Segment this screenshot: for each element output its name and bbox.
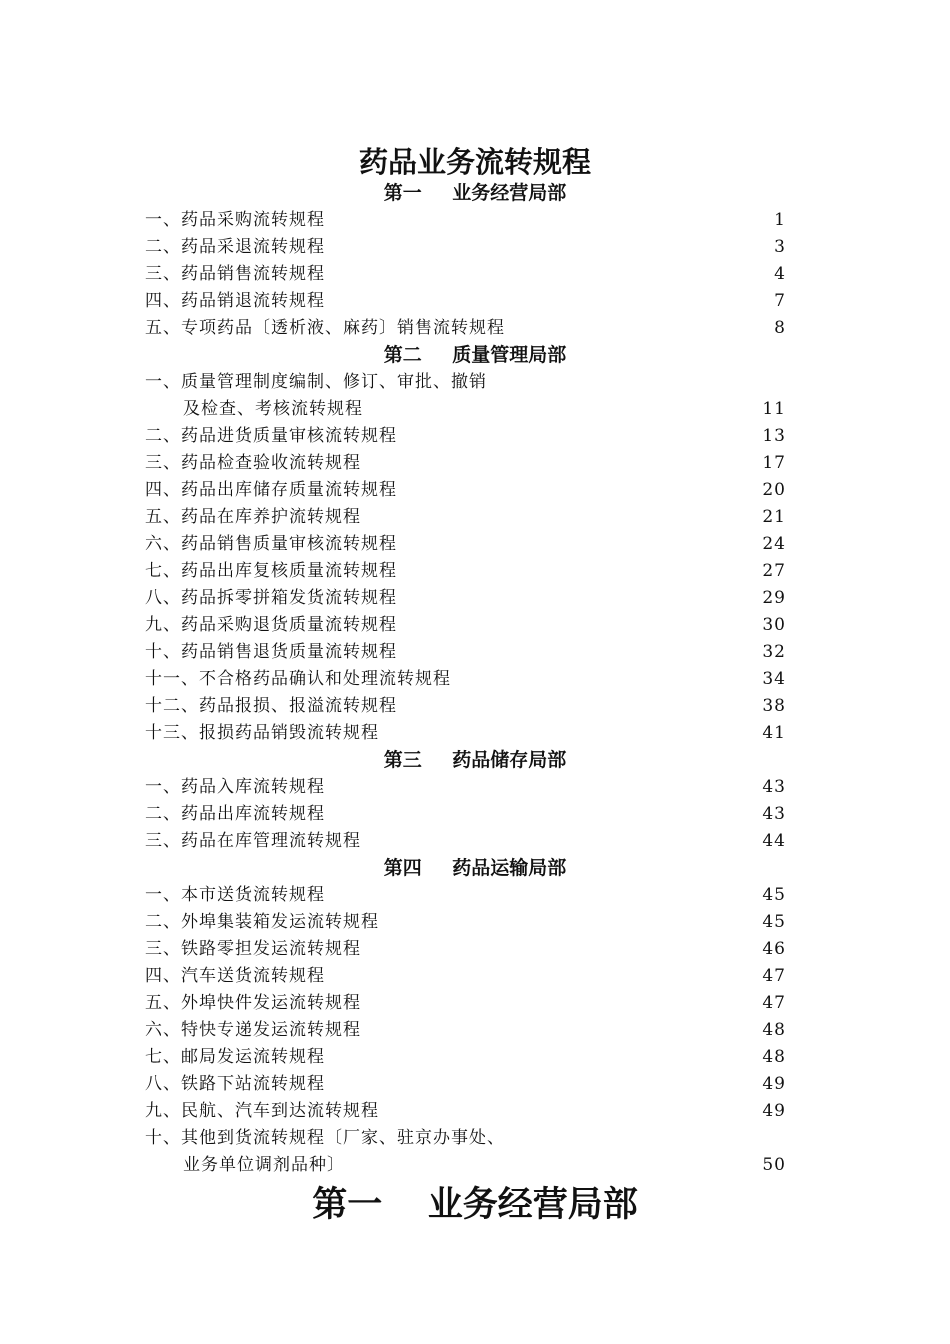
- toc-entry: [0, 1125, 950, 1152]
- toc-page-number: 48: [762, 1020, 786, 1040]
- toc-page-number: 45: [762, 885, 786, 905]
- section-name: 质量管理局部: [452, 344, 567, 366]
- section-heading: [0, 180, 950, 207]
- toc-entry-label: 三、药品销售流转规程: [145, 264, 325, 284]
- toc-page-number: 32: [762, 642, 786, 662]
- toc-entry: [0, 558, 950, 585]
- toc-page-number: 49: [762, 1101, 786, 1121]
- toc-entry-label: 九、药品采购退货质量流转规程: [145, 615, 397, 635]
- toc-entry-label: 七、药品出库复核质量流转规程: [145, 561, 397, 581]
- toc-entry-label: 四、汽车送货流转规程: [145, 966, 325, 986]
- section-part: 第三: [383, 749, 422, 771]
- toc-entry-label: 八、铁路下站流转规程: [145, 1074, 325, 1094]
- toc-page-number: 13: [762, 426, 786, 446]
- toc-entry: [0, 477, 950, 504]
- toc-entry: [0, 801, 950, 828]
- section-part: 第二: [383, 344, 422, 366]
- toc-entry: [0, 936, 950, 963]
- closing-section-heading: [0, 1180, 950, 1230]
- toc-page-number: 21: [762, 507, 786, 527]
- toc-page-number: 45: [762, 912, 786, 932]
- table-of-contents: [0, 180, 950, 1179]
- toc-entry-label: 三、药品检查验收流转规程: [145, 453, 361, 473]
- toc-entry: [0, 261, 950, 288]
- toc-page-number: 8: [774, 318, 786, 338]
- toc-page-number: 30: [762, 615, 786, 635]
- toc-entry: [0, 450, 950, 477]
- toc-entry-label: 三、药品在库管理流转规程: [145, 831, 361, 851]
- toc-entry: [0, 1098, 950, 1125]
- toc-entry-label: 二、外埠集装箱发运流转规程: [145, 912, 379, 932]
- toc-entry-label: 七、邮局发运流转规程: [145, 1047, 325, 1067]
- toc-entry: [0, 234, 950, 261]
- toc-page-number: 50: [762, 1155, 786, 1175]
- toc-entry-label: 八、药品拆零拼箱发货流转规程: [145, 588, 397, 608]
- toc-page-number: 7: [774, 291, 786, 311]
- toc-entry: [0, 774, 950, 801]
- toc-page-number: 4: [774, 264, 786, 284]
- toc-entry: [0, 1152, 950, 1179]
- toc-entry: [0, 315, 950, 342]
- toc-page-number: 46: [762, 939, 786, 959]
- toc-entry: [0, 666, 950, 693]
- toc-page-number: 11: [762, 399, 786, 419]
- toc-entry: [0, 369, 950, 396]
- toc-page-number: 49: [762, 1074, 786, 1094]
- closing-heading-part: 第一: [312, 1184, 383, 1225]
- toc-entry: [0, 720, 950, 747]
- toc-entry-label: 一、药品入库流转规程: [145, 777, 325, 797]
- toc-entry-label: 一、本市送货流转规程: [145, 885, 325, 905]
- toc-entry: [0, 288, 950, 315]
- toc-page-number: 41: [762, 723, 786, 743]
- toc-entry-label: 十三、报损药品销毁流转规程: [145, 723, 379, 743]
- toc-entry: [0, 882, 950, 909]
- section-heading: [0, 747, 950, 774]
- toc-entry-label: 四、药品销退流转规程: [145, 291, 325, 311]
- toc-page-number: 34: [762, 669, 786, 689]
- toc-entry-label: 六、药品销售质量审核流转规程: [145, 534, 397, 554]
- toc-entry-label: 及检查、考核流转规程: [183, 399, 363, 419]
- toc-entry-label: 十、药品销售退货质量流转规程: [145, 642, 397, 662]
- section-part: 第四: [383, 857, 422, 879]
- toc-entry: [0, 990, 950, 1017]
- toc-page-number: 43: [762, 804, 786, 824]
- toc-entry-label: 二、药品采退流转规程: [145, 237, 325, 257]
- toc-entry: [0, 693, 950, 720]
- section-name: 药品运输局部: [452, 857, 567, 879]
- toc-entry-label: 四、药品出库储存质量流转规程: [145, 480, 397, 500]
- toc-entry-label: 三、铁路零担发运流转规程: [145, 939, 361, 959]
- toc-entry: [0, 504, 950, 531]
- toc-page-number: 44: [762, 831, 786, 851]
- toc-entry-label: 十一、不合格药品确认和处理流转规程: [145, 669, 451, 689]
- section-name: 业务经营局部: [452, 182, 567, 204]
- toc-entry: [0, 1044, 950, 1071]
- toc-entry: [0, 531, 950, 558]
- toc-page-number: 1: [774, 210, 786, 230]
- toc-entry-label: 六、特快专递发运流转规程: [145, 1020, 361, 1040]
- toc-page-number: 47: [762, 966, 786, 986]
- toc-entry-label: 业务单位调剂品种〕: [183, 1155, 345, 1175]
- toc-page-number: 43: [762, 777, 786, 797]
- toc-page-number: 48: [762, 1047, 786, 1067]
- section-heading: [0, 342, 950, 369]
- toc-page-number: 3: [774, 237, 786, 257]
- toc-entry-label: 一、药品采购流转规程: [145, 210, 325, 230]
- toc-entry-label: 二、药品出库流转规程: [145, 804, 325, 824]
- toc-page-number: 24: [762, 534, 786, 554]
- toc-entry: [0, 1017, 950, 1044]
- document-title: 药品业务流转规程: [358, 145, 591, 179]
- toc-page-number: 47: [762, 993, 786, 1013]
- toc-entry: [0, 612, 950, 639]
- closing-heading-name: 业务经营局部: [427, 1184, 638, 1225]
- toc-page-number: 38: [762, 696, 786, 716]
- toc-entry-label: 十、其他到货流转规程〔厂家、驻京办事处、: [145, 1128, 505, 1148]
- toc-page-number: 17: [762, 453, 786, 473]
- toc-entry-label: 五、药品在库养护流转规程: [145, 507, 361, 527]
- section-name: 药品储存局部: [452, 749, 567, 771]
- toc-entry-label: 九、民航、汽车到达流转规程: [145, 1101, 379, 1121]
- toc-entry-label: 一、质量管理制度编制、修订、审批、撤销: [145, 372, 487, 392]
- section-heading: [0, 855, 950, 882]
- toc-entry: [0, 1071, 950, 1098]
- toc-page-number: 27: [762, 561, 786, 581]
- toc-entry: [0, 207, 950, 234]
- toc-entry-label: 五、外埠快件发运流转规程: [145, 993, 361, 1013]
- toc-entry: [0, 828, 950, 855]
- toc-entry: [0, 963, 950, 990]
- section-part: 第一: [383, 182, 422, 204]
- toc-page-number: 29: [762, 588, 786, 608]
- toc-page-number: 20: [762, 480, 786, 500]
- toc-entry-label: 二、药品进货质量审核流转规程: [145, 426, 397, 446]
- toc-entry: [0, 396, 950, 423]
- toc-entry: [0, 423, 950, 450]
- toc-entry-label: 五、专项药品〔透析液、麻药〕销售流转规程: [145, 318, 505, 338]
- toc-entry-label: 十二、药品报损、报溢流转规程: [145, 696, 397, 716]
- toc-entry: [0, 909, 950, 936]
- toc-entry: [0, 585, 950, 612]
- toc-entry: [0, 639, 950, 666]
